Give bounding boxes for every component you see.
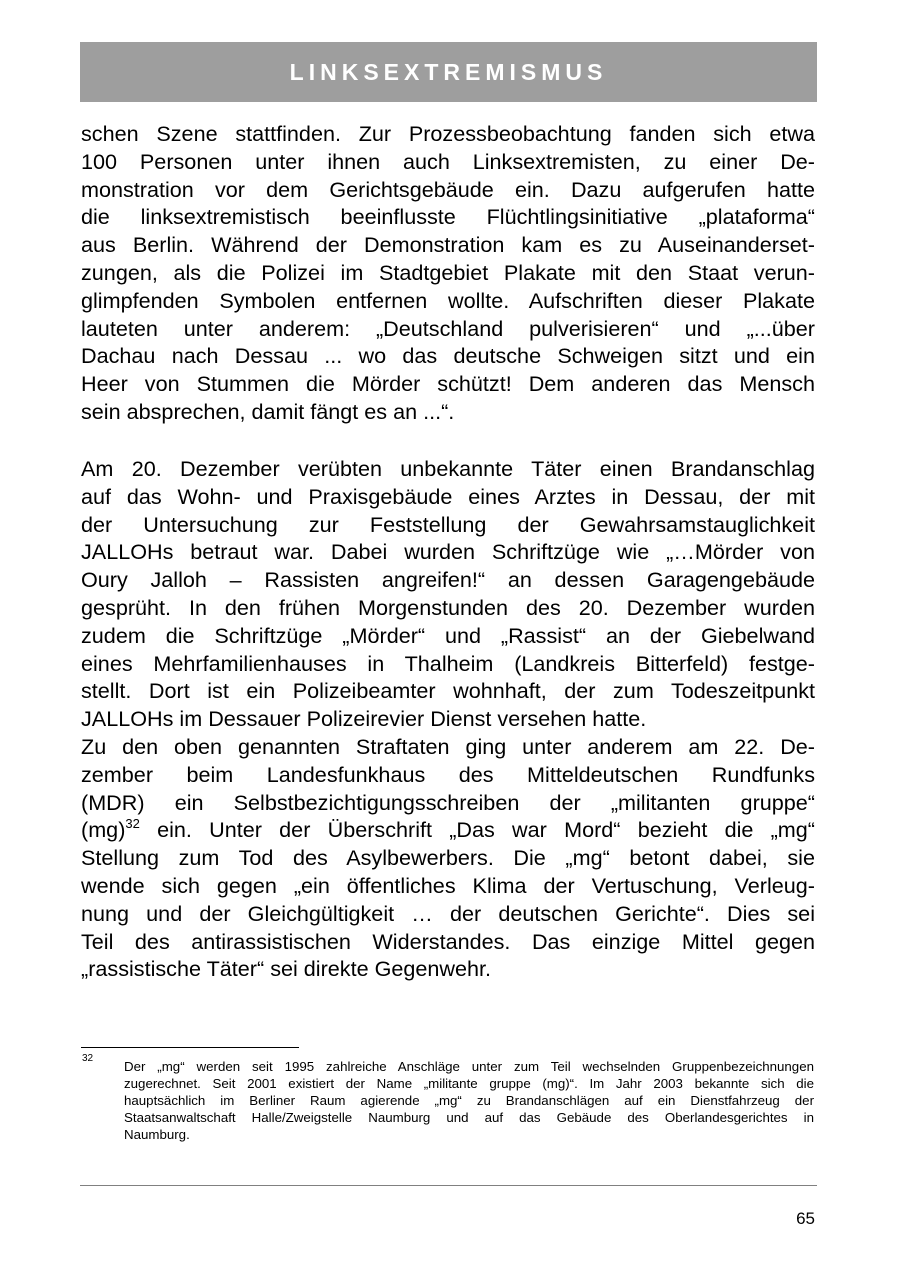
text-line-with-footnote-ref — [81, 816, 815, 844]
text-line: wende sich gegen „ein öffentliches Klima der Vertuschung, Verleug- — [81, 872, 815, 898]
text-line: schen Szene stattfinden. Zur Prozessbeobachtung fanden sich etwa — [81, 121, 815, 146]
footnote-text — [124, 1058, 814, 1143]
text-line: zember beim Landesfunkhaus des Mitteldeutschen Rundfunks — [81, 761, 815, 787]
text-line: zudem die Schriftzüge „Mörder“ und „Rassist“ an der Giebelwand — [81, 622, 815, 648]
text-line: Dachau nach Dessau ... wo das deutsche Schweigen sitzt und ein — [81, 343, 815, 369]
text-line: gesprüht. In den frühen Morgenstunden des 20. Dezember wurden — [81, 594, 815, 620]
section-title: LINKSEXTREMISMUS — [289, 58, 608, 85]
text-line: Zu den oben genannten Straftaten ging unter anderem am 22. De- — [81, 734, 815, 759]
text-line: Heer von Stummen die Mörder schützt! Dem anderen das Mensch — [81, 371, 815, 397]
footnote-separator — [81, 1047, 299, 1048]
text-line: aus Berlin. Während der Demonstration kam es zu Auseinanderset- — [81, 232, 815, 258]
text-line: „rassistische Täter“ sei direkte Gegenwehr. — [81, 956, 492, 982]
text-line: nung und der Gleichgültigkeit … der deutschen Gerichte“. Dies sei — [81, 900, 815, 926]
paragraph-2 — [81, 455, 815, 733]
footnote-line: Der „mg“ werden seit 1995 zahlreiche Anschläge unter zum Teil wechselnden Gruppenbezeichnungen — [124, 1059, 814, 1074]
text-line: sein absprechen, damit fängt es an ...“. — [81, 398, 455, 424]
paragraph-1 — [81, 120, 815, 426]
text-line: die linksextremistisch beeinflusste Flüchtlingsinitiative „plataforma“ — [81, 204, 815, 230]
text-line: Teil des antirassistischen Widerstandes. Das einzige Mittel gegen — [81, 928, 815, 954]
text-line: (MDR) ein Selbstbezichtigungsschreiben der „militanten gruppe“ — [81, 789, 815, 815]
text-line: 100 Personen unter ihnen auch Linksextremisten, zu einer De- — [81, 148, 815, 174]
footnote-line: Staatsanwaltschaft Halle/Zweigstelle Naumburg und auf das Gebäude des Oberlandesgerichtes in — [124, 1110, 814, 1126]
footer-separator — [80, 1185, 817, 1186]
text-line: Stellung zum Tod des Asylbewerbers. Die „mg“ betont dabei, sie — [81, 845, 815, 871]
text-line: monstration vor dem Gerichtsgebäude ein. Dazu aufgerufen hatte — [81, 176, 815, 202]
text-line: eines Mehrfamilienhauses in Thalheim (Landkreis Bitterfeld) festge- — [81, 650, 815, 676]
paragraph-3 — [81, 733, 815, 983]
text-line: stellt. Dort ist ein Polizeibeamter wohnhaft, der zum Todeszeitpunkt — [81, 678, 815, 704]
footnote-line: hauptsächlich im Berliner Raum agierende „mg“ zu Brandanschlägen auf ein Dienstfahrzeug der — [124, 1093, 814, 1109]
footnote-number: 32 — [82, 1053, 94, 1064]
text-fragment: ein. Unter der Überschrift „Das war Mord“ bezieht die „mg“ — [139, 817, 815, 843]
text-line: Am 20. Dezember verübten unbekannte Täter einen Brandanschlag — [81, 456, 815, 481]
text-line: JALLOHs betraut war. Dabei wurden Schriftzüge wie „…Mörder von — [81, 539, 815, 565]
footnote-reference: 32 — [125, 816, 140, 832]
section-header-bar — [80, 42, 817, 102]
footnote-line: zugerechnet. Seit 2001 existiert der Name „militante gruppe (mg)“. Im Jahr 2003 bekannte sich die — [124, 1076, 814, 1092]
text-line: glimpfenden Symbolen entfernen wollte. Aufschriften dieser Plakate — [81, 287, 815, 313]
footnote-line: Naumburg. — [124, 1127, 190, 1143]
text-line: der Untersuchung zur Feststellung der Gewahrsamstauglichkeit — [81, 511, 815, 537]
text-line: Oury Jalloh – Rassisten angreifen!“ an dessen Garagengebäude — [81, 567, 815, 593]
text-line: JALLOHs im Dessauer Polizeirevier Dienst versehen hatte. — [81, 706, 647, 732]
text-line: auf das Wohn- und Praxisgebäude eines Arztes in Dessau, der mit — [81, 483, 815, 509]
text-line: lauteten unter anderem: „Deutschland pulverisieren“ und „...über — [81, 315, 815, 341]
page-number: 65 — [796, 1209, 815, 1228]
text-line: zungen, als die Polizei im Stadtgebiet Plakate mit den Staat verun- — [81, 259, 815, 285]
text-fragment: (mg) — [81, 817, 126, 843]
